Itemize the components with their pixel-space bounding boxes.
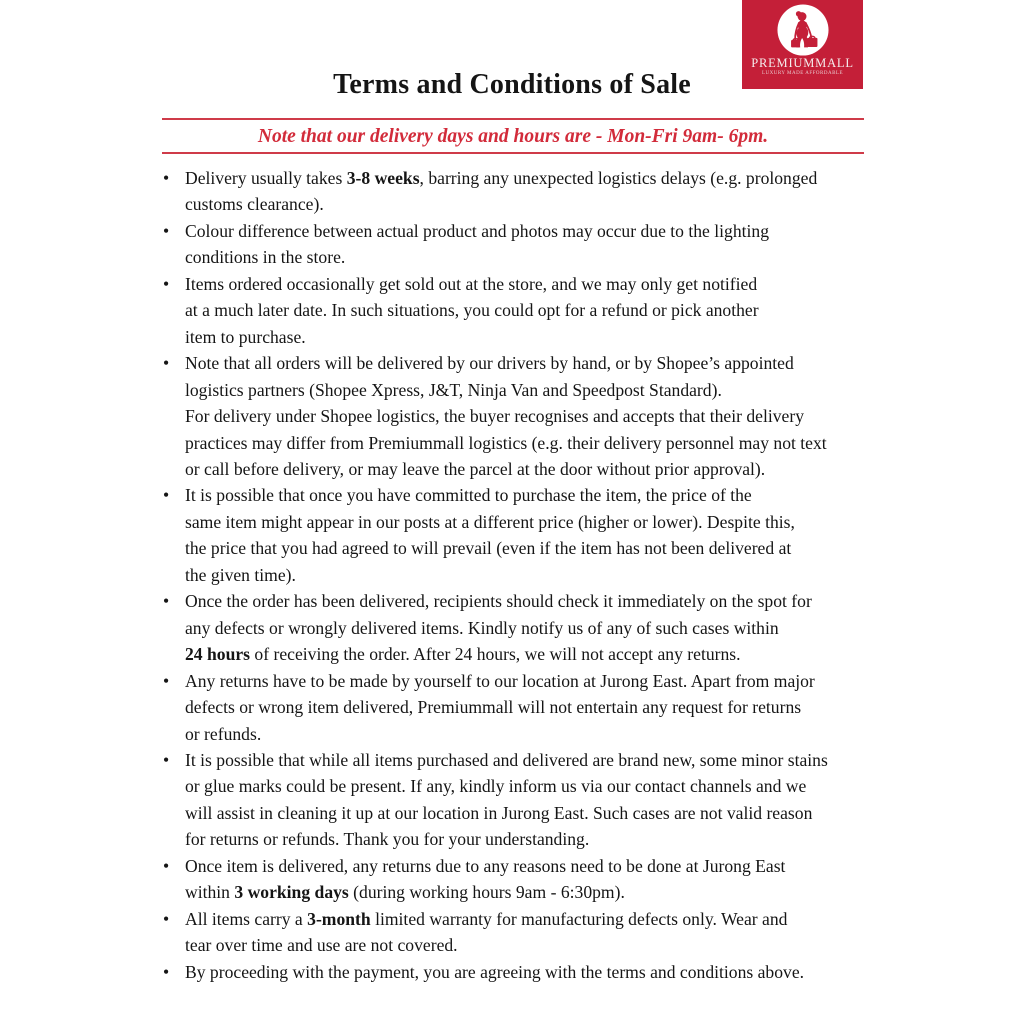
terms-list xyxy=(162,165,1024,985)
term-line: • It is possible that once you have committed to purchase the item, the price of the xyxy=(185,485,752,506)
brand-tagline: LUXURY MADE AFFORDABLE xyxy=(761,71,844,76)
term-line: will assist in cleaning it up at our location in Jurong East. Such cases are not valid reason xyxy=(185,802,813,823)
term-line: • It is possible that while all items purchased and delivered are brand new, some minor stains xyxy=(185,749,828,770)
term-item xyxy=(162,350,1024,482)
term-line: • Colour difference between actual product and photos may occur due to the lighting xyxy=(185,220,769,241)
term-line: customs clearance). xyxy=(185,194,324,215)
term-item xyxy=(162,165,1024,218)
term-line: • Any returns have to be made by yourself to our location at Jurong East. Apart from major xyxy=(185,670,815,691)
term-item xyxy=(162,271,1024,350)
term-line: tear over time and use are not covered. xyxy=(185,935,458,956)
term-line: or refunds. xyxy=(185,723,262,744)
term-line: logistics partners (Shopee Xpress, J&T, Ninja Van and Speedpost Standard). xyxy=(185,379,722,400)
term-line: • Once the order has been delivered, recipients should check it immediately on the spot for xyxy=(185,591,812,612)
page-title: Terms and Conditions of Sale xyxy=(333,69,691,100)
term-item xyxy=(162,218,1024,271)
term-line: the price that you had agreed to will prevail (even if the item has not been delivered at xyxy=(185,538,792,559)
delivery-note-band xyxy=(162,118,864,154)
term-item xyxy=(162,668,1024,747)
term-item xyxy=(162,482,1024,588)
term-line: practices may differ from Premiummall logistics (e.g. their delivery personnel may not text xyxy=(185,432,827,453)
term-item xyxy=(162,747,1024,853)
brand-name: PREMIUMMALL xyxy=(751,56,854,70)
term-line: • By proceeding with the payment, you are agreeing with the terms and conditions above. xyxy=(185,961,805,982)
term-line: same item might appear in our posts at a different price (higher or lower). Despite this, xyxy=(185,511,795,532)
delivery-note: Note that our delivery days and hours are - Mon-Fri 9am- 6pm. xyxy=(257,126,769,147)
term-item xyxy=(162,959,1024,985)
term-item xyxy=(162,588,1024,667)
term-line: or glue marks could be present. If any, kindly inform us via our contact channels and we xyxy=(185,776,807,797)
term-line: defects or wrong item delivered, Premiummall will not entertain any request for returns xyxy=(185,697,802,718)
term-line: For delivery under Shopee logistics, the buyer recognises and accepts that their delivery xyxy=(185,406,805,427)
term-line: or call before delivery, or may leave the parcel at the door without prior approval). xyxy=(185,458,766,479)
term-item xyxy=(162,906,1024,959)
term-line: • Note that all orders will be delivered by our drivers by hand, or by Shopee’s appointed xyxy=(185,353,794,374)
term-line: any defects or wrongly delivered items. Kindly notify us of any of such cases within xyxy=(185,617,779,638)
term-line: conditions in the store. xyxy=(185,247,346,268)
term-line: • Delivery usually takes 3-8 weeks, barring any unexpected logistics delays (e.g. prolonged xyxy=(185,168,818,188)
term-item xyxy=(162,853,1024,906)
term-line: the given time). xyxy=(185,564,296,585)
brand-logo xyxy=(742,0,863,89)
term-line: • All items carry a 3-month limited warranty for manufacturing defects only. Wear and xyxy=(185,908,788,929)
term-line: 24 hours of receiving the order. After 24 hours, we will not accept any returns. xyxy=(185,644,741,665)
term-line: • Items ordered occasionally get sold out at the store, and we may only get notified xyxy=(185,273,758,294)
term-line: for returns or refunds. Thank you for your understanding. xyxy=(185,829,590,850)
term-line: within 3 working days (during working hours 9am - 6:30pm). xyxy=(185,882,625,903)
woman-shopper-icon xyxy=(777,4,829,56)
term-line: item to purchase. xyxy=(185,326,306,347)
term-line: at a much later date. In such situations, you could opt for a refund or pick another xyxy=(185,300,759,321)
term-line: • Once item is delivered, any returns due to any reasons need to be done at Jurong East xyxy=(185,855,786,876)
